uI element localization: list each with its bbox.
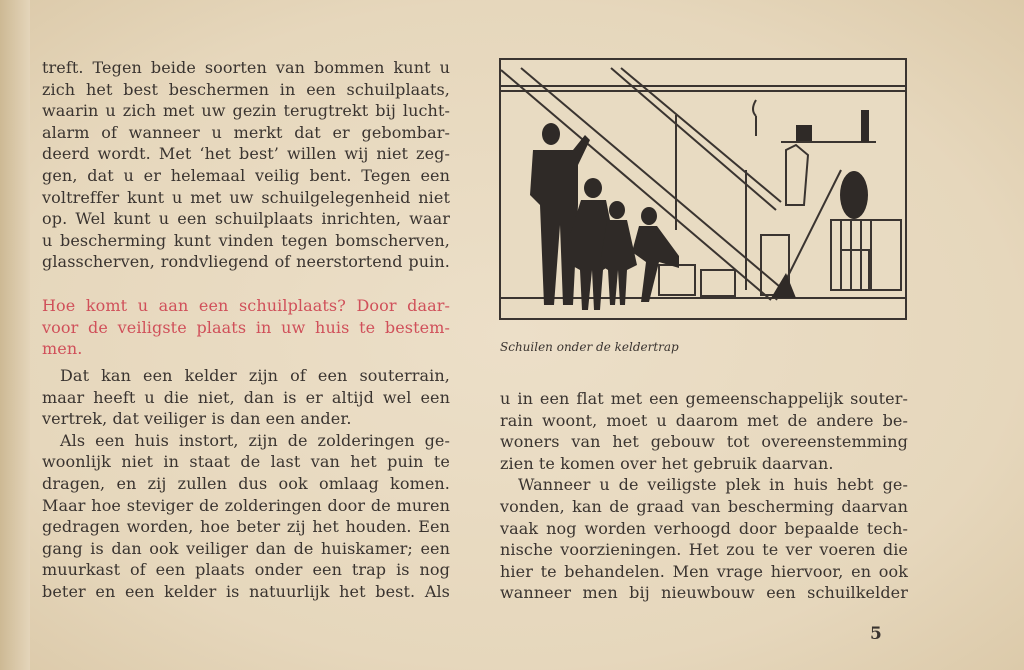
text-line: woonlijk niet in staat de last van het puin te	[42, 452, 450, 472]
text-line: zich het best beschermen in een schuilplaats,	[42, 79, 450, 99]
text-line: Hoe komt u aan een schuilplaats? Door daar-	[42, 296, 450, 315]
page-fold-shadow	[0, 0, 30, 670]
text-line: beter en een kelder is natuurlijk het best. Als	[42, 581, 450, 601]
text-line: Dat kan een kelder zijn of een souterrain,	[60, 366, 450, 385]
text-line: glasscherven, rondvliegend of neerstortend puin.	[42, 252, 450, 272]
text-line: vaak nog worden verhoogd door bepaalde tech-	[500, 518, 908, 538]
text-line: hier te behandelen. Men vrage hiervoor, en ook	[500, 561, 908, 581]
page-number: 5	[870, 624, 882, 644]
text-line: men.	[42, 339, 83, 359]
text-line: voor de veiligste plaats in uw huis te bestem-	[42, 317, 450, 337]
text-line: maar heeft u die niet, dan is er altijd wel een	[42, 387, 450, 407]
text-line: gedragen worden, hoe beter zij het houden. Een	[42, 517, 450, 537]
highlighted-question	[42, 295, 450, 360]
right-column-text	[500, 388, 908, 604]
figure-caption: Schuilen onder de keldertrap	[500, 340, 679, 354]
text-line: alarm of wanneer u merkt dat er gebombar-	[42, 122, 450, 142]
text-line: rain woont, moet u daarom met de andere be-	[500, 410, 908, 430]
text-line: zien te komen over het gebruik daarvan.	[500, 453, 834, 473]
text-line: wanneer men bij nieuwbouw een schuilkelder	[500, 583, 908, 603]
text-line: nische voorzieningen. Het zou te ver voeren die	[500, 540, 908, 560]
text-line: dragen, en zij zullen dus ook omlaag komen.	[42, 473, 450, 493]
text-line: muurkast of een plaats onder een trap is nog	[42, 560, 450, 580]
text-line: Als een huis instort, zijn de zolderingen ge-	[60, 430, 450, 450]
text-line: Maar hoe steviger de zolderingen door de muren	[42, 495, 450, 515]
text-line: voltreffer kunt u met uw schuilgelegenheid niet	[42, 187, 450, 207]
text-line: deerd wordt. Met ‘het best’ willen wij niet zeg-	[42, 144, 450, 164]
illustration-cellar-stairs	[499, 58, 907, 320]
text-line: vertrek, dat veiliger is dan een ander.	[42, 409, 352, 429]
illustration-drawing	[501, 60, 905, 318]
text-line: u bescherming kunt vinden tegen bomscherven,	[42, 230, 450, 250]
text-line: waarin u zich met uw gezin terugtrekt bij lucht-	[42, 101, 450, 121]
text-line: treft. Tegen beide soorten van bommen kunt u	[42, 58, 450, 77]
text-line: u in een flat met een gemeenschappelijk souter-	[500, 389, 908, 408]
left-paragraph-1	[42, 57, 450, 273]
text-line: vonden, kan de graad van bescherming daarvan	[500, 496, 908, 516]
text-line: gen, dat u er helemaal veilig bent. Tegen een	[42, 165, 450, 185]
text-line: woners van het gebouw tot overeenstemming	[500, 432, 908, 452]
text-line: Wanneer u de veiligste plek in huis hebt ge-	[518, 475, 908, 495]
text-line: op. Wel kunt u een schuilplaats inrichten, waar	[42, 209, 450, 229]
left-paragraph-2	[42, 365, 450, 603]
text-line: gang is dan ook veiliger dan de huiskamer; een	[42, 538, 450, 558]
